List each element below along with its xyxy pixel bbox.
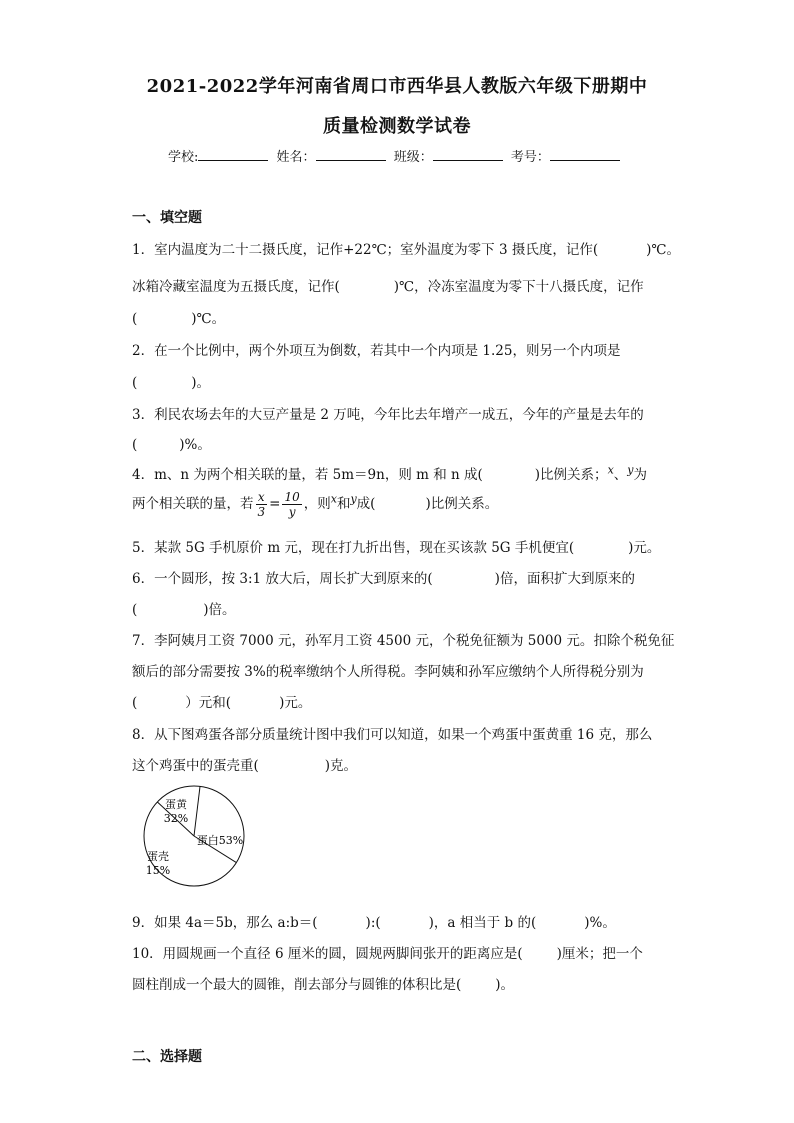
q3-line1 <box>132 403 644 423</box>
section-choice-title: 二、选择题 <box>132 1049 202 1065</box>
q6-line1 <box>132 567 635 587</box>
section-fill-title: 一、填空题 <box>132 210 202 226</box>
pie-label-0: 蛋黄 <box>165 798 187 811</box>
q4-text-f: 和 <box>336 496 351 512</box>
q2-text-b: ( <box>132 375 138 391</box>
q5-line1 <box>132 536 660 556</box>
q5-text-b: )元。 <box>628 540 661 556</box>
q9-text-d: )%。 <box>584 915 616 931</box>
q8-line1 <box>132 723 652 743</box>
egg-composition-pie-chart <box>132 784 256 888</box>
q4-frac1-den: 3 <box>257 505 266 519</box>
student-info-row <box>168 146 624 165</box>
page-title: 2021-2022学年河南省周口市西华县人教版六年级下册期中 <box>146 76 648 97</box>
q2-text-a: 2．在一个比例中，两个外项互为倒数，若其中一个内项是 1.25，则另一个内项是 <box>132 343 621 359</box>
q6-line2 <box>132 598 236 618</box>
q4-var-y: y <box>627 463 634 477</box>
q7-line3 <box>132 691 311 711</box>
q7-text-b: 额后的部分需要按 3%的税率缴纳个人所得税。李阿姨和孙军应缴纳个人所得税分别为 <box>132 664 644 680</box>
q4-text-d: 两个相关联的量，若 <box>132 496 254 512</box>
page-subtitle: 质量检测数学试卷 <box>323 116 471 137</box>
q4-var-x-2: x <box>330 492 337 506</box>
q7-text-d: ）元和( <box>185 695 232 711</box>
q4-var-y-2: y <box>350 492 357 506</box>
q10-text-b: )厘米；把一个 <box>556 946 643 962</box>
q4-text-h: )比例关系。 <box>425 496 499 512</box>
q9-text-b: ):( <box>365 915 381 931</box>
q4-text-a: 4．m、n 为两个相关联的量，若 5m＝9n，则 m 和 n 成( <box>132 467 483 483</box>
q8-text-c: )克。 <box>324 758 358 774</box>
q1-text-c: 冰箱冷藏室温度为五摄氏度，记作( <box>132 279 340 295</box>
q9-text-a: 9．如果 4a＝5b，那么 a:b＝( <box>132 915 318 931</box>
q4-frac2-num: 10 <box>284 490 300 504</box>
q5-text-a: 5．某款 5G 手机原价 m 元，现在打九折出售，现在买该款 5G 手机便宜( <box>132 540 575 556</box>
q10-line1 <box>132 942 643 962</box>
q6-text-d: )倍。 <box>203 602 236 618</box>
q1-text-a: 1．室内温度为二十二摄氏度，记作+22℃；室外温度为零下 3 摄氏度，记作( <box>132 242 599 258</box>
q6-text-c: ( <box>132 602 138 618</box>
q7-text-e: )元。 <box>279 695 312 711</box>
exam-no-label: 考号： <box>510 150 550 165</box>
q8-line2 <box>132 754 357 774</box>
class-blank[interactable] <box>433 148 503 161</box>
q2-line1 <box>132 339 620 359</box>
q9-line1 <box>132 911 616 931</box>
q9-text-c: )，a 相当于 b 的( <box>428 915 537 931</box>
q10-text-d: )。 <box>495 977 515 993</box>
q4-text-c: 为 <box>633 467 647 483</box>
pie-value-2: 15% <box>145 864 171 877</box>
pie-label-1: 蛋白53% <box>196 834 244 847</box>
q4-frac1-num: x <box>256 490 268 505</box>
school-blank[interactable] <box>198 148 268 161</box>
q4-fraction-1 <box>256 490 268 519</box>
q1-text-f: )℃。 <box>191 311 226 327</box>
q1-line2 <box>132 275 644 295</box>
pie-label-2: 蛋壳 <box>147 850 169 863</box>
q7-text-c: ( <box>132 695 138 711</box>
q3-text-a: 3．利民农场去年的大豆产量是 2 万吨，今年比去年增产一成五，今年的产量是去年的 <box>132 407 644 423</box>
q4-sep: 、 <box>613 467 628 483</box>
school-label: 学校: <box>168 150 199 165</box>
q1-line3 <box>132 307 225 327</box>
q2-text-c: )。 <box>191 375 211 391</box>
q10-text-a: 10．用圆规画一个直径 6 厘米的圆，圆规两脚间张开的距离应是( <box>132 946 523 962</box>
name-blank[interactable] <box>316 148 386 161</box>
q1-line1 <box>132 238 680 258</box>
q7-line2 <box>132 660 644 680</box>
q10-line2 <box>132 973 514 993</box>
q4-fraction-2 <box>282 490 301 519</box>
q4-line2 <box>132 490 498 519</box>
q4-var-x: x <box>607 463 614 477</box>
q4-text-b: )比例关系； <box>534 467 608 483</box>
q1-text-e: ( <box>132 311 138 327</box>
q7-text-a: 7．李阿姨月工资 7000 元，孙军月工资 4500 元，个税免征额为 5000 元。扣除个税免征 <box>132 633 675 649</box>
q4-text-e: ，则 <box>303 496 331 512</box>
q4-frac2-den: y <box>288 505 296 519</box>
q1-text-b: )℃。 <box>646 242 680 258</box>
pie-value-0: 32% <box>163 812 189 825</box>
q7-line1 <box>132 629 674 649</box>
q8-text-a: 8．从下图鸡蛋各部分质量统计图中我们可以知道，如果一个鸡蛋中蛋黄重 16 克，那么 <box>132 727 653 743</box>
q3-text-b: ( <box>132 437 138 453</box>
q1-text-d: )℃，冷冻室温度为零下十八摄氏度，记作 <box>393 279 644 295</box>
q4-equals: = <box>269 496 281 512</box>
exam-no-blank[interactable] <box>550 148 620 161</box>
q4-line1 <box>132 463 647 483</box>
q6-text-a: 6．一个圆形，按 3:1 放大后，周长扩大到原来的( <box>132 571 433 587</box>
q3-line2 <box>132 433 211 453</box>
q6-text-b: )倍，面积扩大到原来的 <box>494 571 635 587</box>
name-label: 姓名： <box>276 150 316 165</box>
q8-text-b: 这个鸡蛋中的蛋壳重( <box>132 758 259 774</box>
class-label: 班级： <box>393 150 433 165</box>
q2-line2 <box>132 371 210 391</box>
q3-text-c: )%。 <box>179 437 211 453</box>
q10-text-c: 圆柱削成一个最大的圆锥，削去部分与圆锥的体积比是( <box>132 977 462 993</box>
q4-text-g: 成( <box>356 496 376 512</box>
